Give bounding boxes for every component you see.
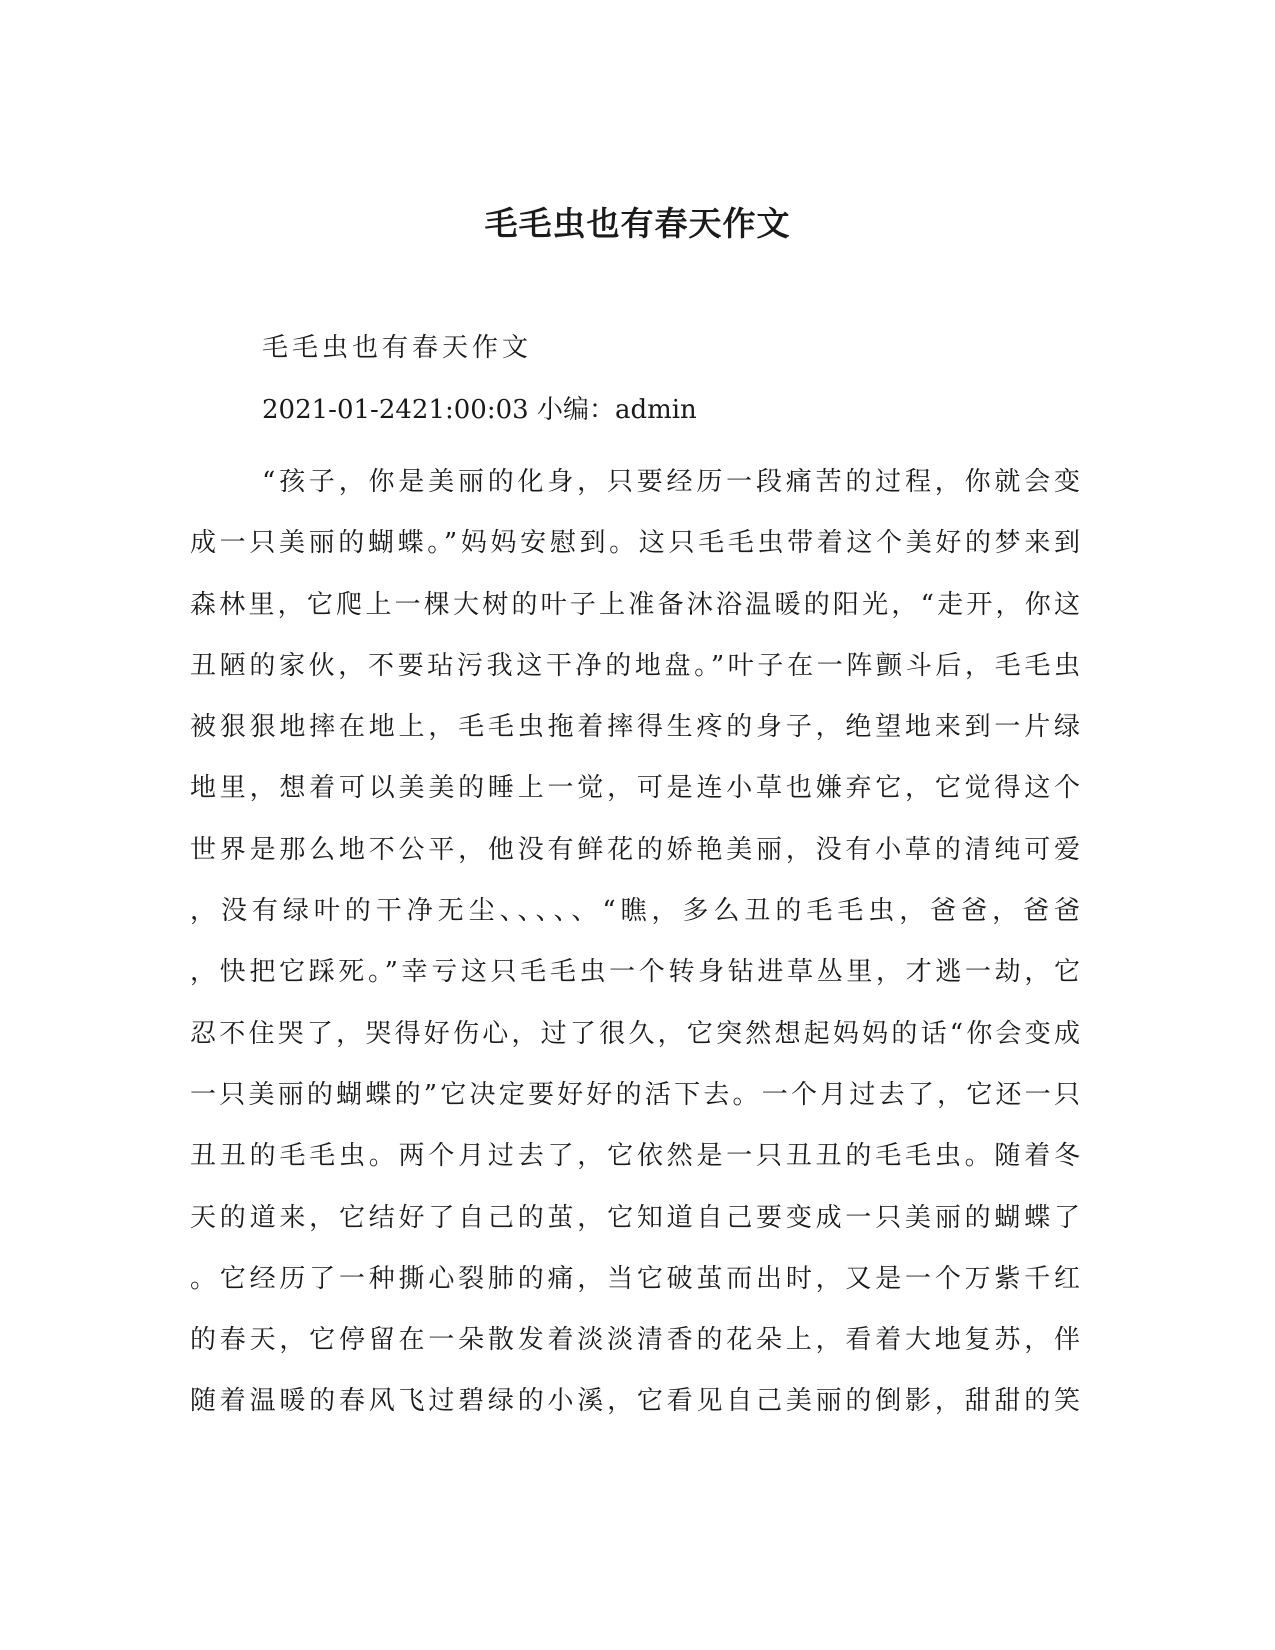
body-line: 世界是那么地不公平，他没有鲜花的娇艳美丽，没有小草的清纯可爱 (190, 834, 1080, 865)
body-line: 的春天，它停留在一朵散发着淡淡清香的花朵上，看着大地复苏，伴 (190, 1325, 1080, 1356)
body-line: 忍不住哭了，哭得好伤心，过了很久，它突然想起妈妈的话“你会变成 (190, 1018, 1080, 1049)
body-line: 森林里，它爬上一棵大树的叶子上准备沐浴温暖的阳光，“走开，你这 (190, 589, 1080, 620)
body-line: “孩子，你是美丽的化身，只要经历一段痛苦的过程，你就会变 (262, 467, 1080, 497)
body-line: 成一只美丽的蝴蝶。”妈妈安慰到。这只毛毛虫带着这个美好的梦来到 (190, 528, 1080, 559)
document-meta: 2021-01-2421:00:03 小编：admin (262, 395, 697, 425)
body-text (190, 452, 1080, 1433)
body-line: 丑丑的毛毛虫。两个月过去了，它依然是一只丑丑的毛毛虫。随着冬 (190, 1141, 1080, 1172)
body-line: 随着温暖的春风飞过碧绿的小溪，它看见自己美丽的倒影，甜甜的笑 (190, 1386, 1080, 1417)
body-line: 一只美丽的蝴蝶的”它决定要好好的活下去。一个月过去了，它还一只 (190, 1079, 1080, 1110)
document-subtitle: 毛毛虫也有春天作文 (262, 333, 533, 363)
body-line: ，没有绿叶的干净无尘、、、、、“瞧，多么丑的毛毛虫，爸爸，爸爸 (190, 896, 1080, 927)
body-line: 地里，想着可以美美的睡上一觉，可是连小草也嫌弃它，它觉得这个 (190, 773, 1080, 804)
body-line: ，快把它踩死。”幸亏这只毛毛虫一个转身钻进草丛里，才逃一劫，它 (190, 957, 1080, 988)
body-line: 天的道来，它结好了自己的茧，它知道自己要变成一只美丽的蝴蝶了 (190, 1202, 1080, 1233)
body-line: 被狠狠地摔在地上，毛毛虫拖着摔得生疼的身子，绝望地来到一片绿 (190, 712, 1080, 743)
body-line: 丑陋的家伙，不要玷污我这干净的地盘。”叶子在一阵颤斗后，毛毛虫 (190, 650, 1080, 681)
document-title: 毛毛虫也有春天作文 (484, 204, 791, 243)
body-line: 。它经历了一种撕心裂肺的痛，当它破茧而出时，又是一个万紫千红 (190, 1263, 1080, 1294)
